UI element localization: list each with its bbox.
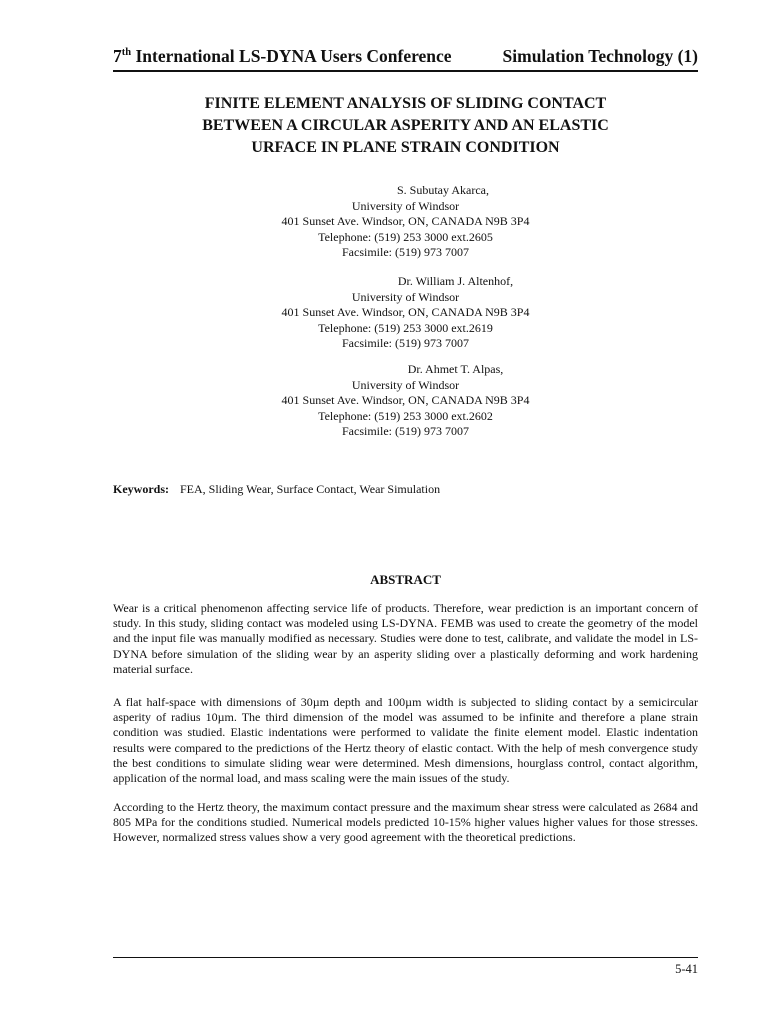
author-telephone: Telephone: (519) 253 3000 ext.2619 [318, 320, 493, 335]
keywords-label: Keywords: [113, 482, 169, 496]
author-affiliation: University of Windsor [351, 377, 460, 392]
author-affiliation: University of Windsor [351, 289, 460, 304]
keywords-value: FEA, Sliding Wear, Surface Contact, Wear Simulation [180, 482, 441, 496]
author-block [113, 183, 698, 261]
author-name: Dr. Ahmet T. Alpas, [407, 362, 504, 376]
author-telephone: Telephone: (519) 253 3000 ext.2605 [318, 229, 493, 244]
running-header [113, 44, 698, 72]
page-number: 5-41 [675, 962, 698, 976]
paper-title [113, 93, 698, 159]
author-name: S. Subutay Akarca, [397, 183, 489, 197]
author-facsimile: Facsimile: (519) 973 7007 [342, 424, 469, 438]
author-block [113, 274, 698, 352]
section-name: Simulation Technology (1) [502, 46, 698, 66]
author-name: Dr. William J. Altenhof, [397, 274, 514, 288]
abstract-paragraph: According to the Hertz theory, the maximum contact pressure and the maximum shear stress were calculated as 2684 and 805 MPa for the conditions studied. Numerical models predicted 10-15% higher values higher values for those stresses. However, normalized stress values show a very good agreement with the theoretical predictions. [113, 800, 698, 845]
abstract-heading: ABSTRACT [370, 572, 441, 587]
author-block [113, 362, 698, 440]
author-address: 401 Sunset Ave. Windsor, ON, CANADA N9B 3P4 [281, 393, 530, 407]
title-line: FINITE ELEMENT ANALYSIS OF SLIDING CONTACT [204, 95, 607, 112]
abstract-paragraph: Wear is a critical phenomenon affecting service life of products. Therefore, wear prediction is an important concern of study. In this study, sliding contact was modeled using LS-DYNA. FEMB was used to create the geometry of the model and the input file was manually modified as necessary. Studies were done to test, calibrate, and validate the model in LS-DYNA before simulation of the sliding wear by an asperity sliding over a plastically deforming and work hardening material surface. [113, 601, 698, 676]
keywords [113, 482, 440, 497]
abstract-paragraph: A flat half-space with dimensions of 30µm depth and 100µm width is subjected to sliding contact by a semicircular asperity of radius 10µm. The third dimension of the model was assumed to be infinite and therefore a plane strain condition was studied. Elastic indentations were performed to validate the finite element model. Elastic indentation results were compared to the predictions of the Hertz theory of elastic contact. With the help of mesh convergence study the best conditions to simulate sliding wear were determined. Mesh dimensions, hourglass control, contact algorithm, application of the normal load, and mass scaling were the main issues of the study. [113, 695, 698, 786]
author-facsimile: Facsimile: (519) 973 7007 [342, 336, 469, 350]
author-address: 401 Sunset Ave. Windsor, ON, CANADA N9B 3P4 [281, 214, 530, 228]
author-address: 401 Sunset Ave. Windsor, ON, CANADA N9B 3P4 [281, 305, 530, 319]
author-affiliation: University of Windsor [351, 198, 460, 213]
title-line: BETWEEN A CIRCULAR ASPERITY AND AN ELASTIC [202, 117, 609, 134]
footer-rule [113, 957, 698, 958]
title-line: URFACE IN PLANE STRAIN CONDITION [251, 139, 560, 156]
author-telephone: Telephone: (519) 253 3000 ext.2602 [318, 408, 493, 423]
author-facsimile: Facsimile: (519) 973 7007 [342, 245, 469, 259]
conference-name: 7th International LS-DYNA Users Conference [113, 46, 452, 66]
